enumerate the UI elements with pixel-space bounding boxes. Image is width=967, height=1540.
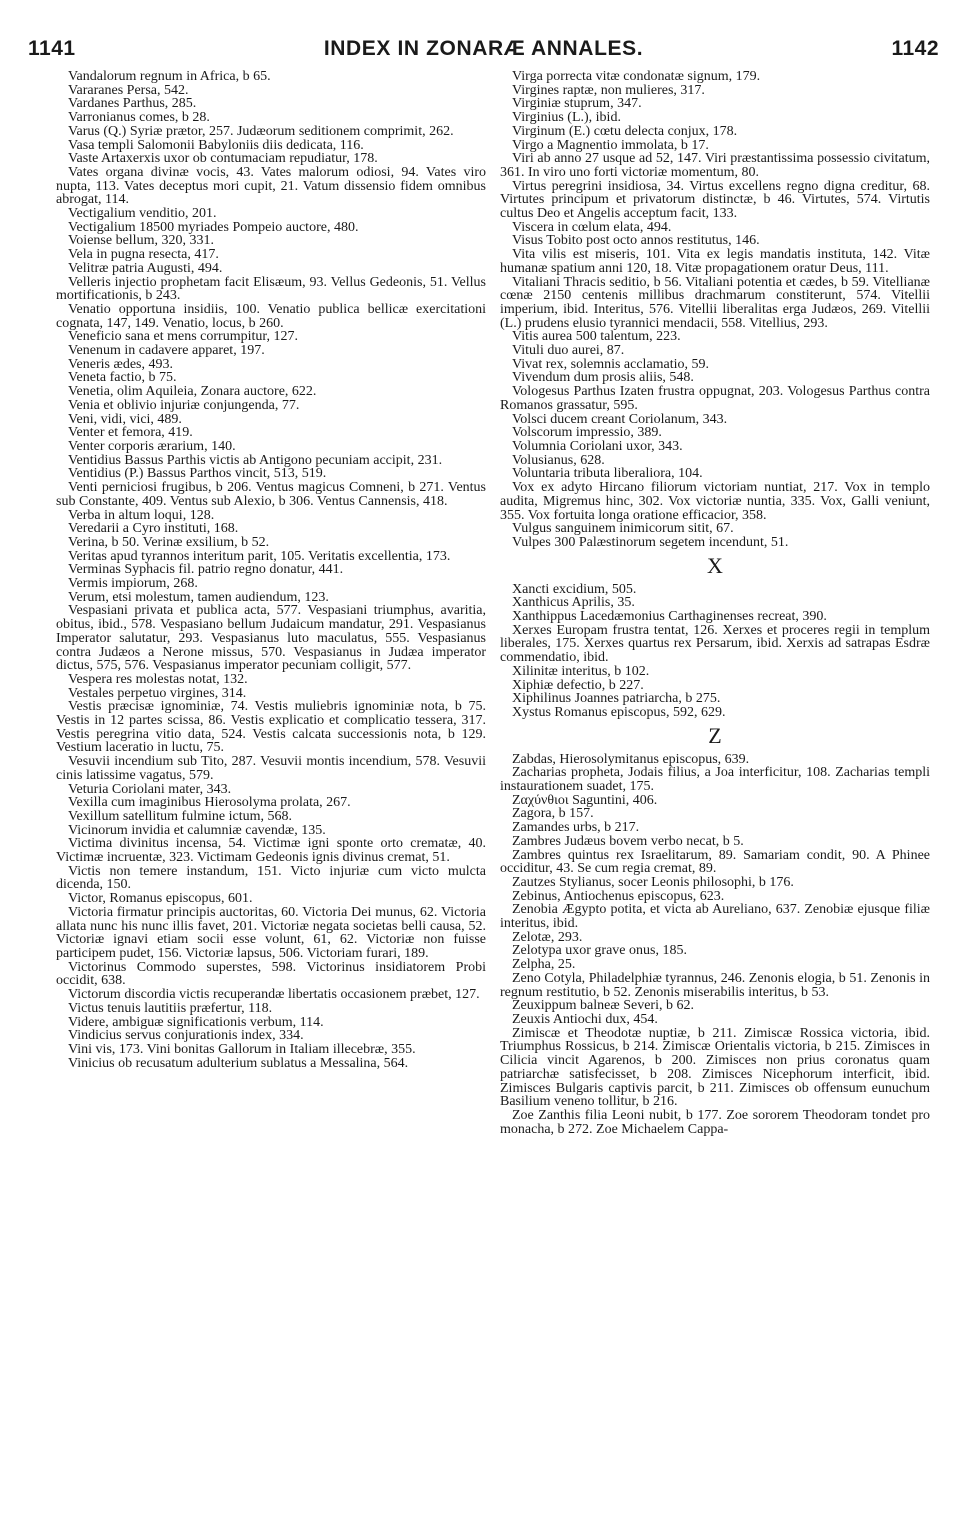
- index-entry: Vesuvii incendium sub Tito, 287. Vesuvii montis incendium, 578. Vesuvii cinis latissime vagatus, 579.: [56, 754, 486, 783]
- section-heading-x: X: [707, 552, 723, 578]
- index-entry: Velleris injectio prophetam facit Elisæum, 93. Vellus Gedeonis, 51. Vellus mortificationis, b 243.: [56, 274, 486, 304]
- index-entry: Varronianus comes, b 28.: [68, 110, 210, 126]
- index-entry: Venatio opportuna insidiis, 100. Venatio publica bellicæ exercitationi cognata, 147, 149. Venatio, locus, b 260.: [56, 301, 486, 331]
- index-entry: Zamandes urbs, b 217.: [512, 820, 640, 836]
- index-entry: Zelotæ, 293.: [512, 929, 583, 945]
- index-entry: Verina, b 50. Verinæ exsilium, b 52.: [68, 534, 270, 550]
- index-entry: Veneris ædes, 493.: [68, 356, 173, 372]
- index-entry: Vespera res molestas notat, 132.: [68, 671, 248, 687]
- index-entry: Vararanes Persa, 542.: [68, 82, 189, 98]
- index-entry: Volusianus, 628.: [512, 452, 605, 468]
- index-entry: Vermis impiorum, 268.: [68, 576, 198, 592]
- index-entry: Venetia, olim Aquileia, Zonara auctore, 622.: [68, 384, 317, 400]
- index-entry: Ζαχύνθιοι Saguntini, 406.: [512, 792, 658, 808]
- section-v-continued: [500, 70, 930, 550]
- index-entry: Virginiæ stuprum, 347.: [512, 96, 642, 112]
- index-entry: Voluntaria tributa liberaliora, 104.: [512, 466, 703, 482]
- index-entry: Zeuxippum balneæ Severi, b 62.: [512, 998, 694, 1014]
- index-entry: Xystus Romanus episcopus, 592, 629.: [512, 704, 726, 720]
- index-entry: Zacharias propheta, Jodais filius, a Joa interficitur, 108. Zacharias templi instaurationem suadet, 175.: [500, 765, 930, 795]
- index-entry: Vectigalium 18500 myriades Pompeio auctore, 480.: [68, 219, 359, 235]
- index-entry: Xiphiæ defectio, b 227.: [512, 677, 644, 693]
- index-entry: Zeno Cotyla, Philadelphiæ tyrannus, 246. Zenonis elogia, b 51. Zenonis in regnum restitutio, b 52. Zenonis miserabilis interitus, b 53.: [500, 970, 930, 1000]
- index-entry: Veritas apud tyrannos interitum parit, 105. Veritatis excellentia, 173.: [68, 548, 451, 564]
- index-entry: Zabdas, Hierosolymitanus episcopus, 639.: [512, 751, 750, 767]
- index-entry: Velitræ patria Augusti, 494.: [68, 260, 223, 276]
- index-entry: Vituli duo aurei, 87.: [512, 343, 625, 359]
- index-entry: Xancti excidium, 505.: [512, 581, 637, 597]
- index-entry: Zeuxis Antiochi dux, 454.: [512, 1012, 658, 1027]
- index-entry: Vicinorum invidia et calumniæ cavendæ, 135.: [68, 822, 326, 838]
- index-entry: Vitaliani Thracis seditio, b 56. Vitaliani potentia et cædes, b 59. Vitellianæ cœnæ 2150 centenis millibus drachmarum constiterunt, 574. Vitellii imperium, ibid. Interitus, 576. Vitellii liberalitas erga Judæos, 269. Vitellii (L.) prudens elusio tyrannici mendacii, 558. Vitellius, 293.: [500, 274, 930, 331]
- index-entry: Virtus peregrini insidiosa, 34. Virtus excellens regno digna creditur, 68. Virtutes principum et privatorum distinctæ, b 46. Virtutes, 574. Virtutis cultus Deo et Angelis acceptum facit, 133.: [500, 178, 930, 222]
- page-number-right: 1142: [891, 37, 939, 60]
- index-entry: Zagora, b 157.: [512, 806, 594, 822]
- index-entry: Vardanes Parthus, 285.: [68, 96, 197, 112]
- page-number-left: 1141: [28, 37, 76, 60]
- index-entry: Ventidius Bassus Parthis victis ab Antigono pecuniam accipit, 231.: [68, 452, 443, 468]
- index-entry: Xerxes Europam frustra tentat, 126. Xerxes et proceres regii in templum liberales, 175. Xerxes quartus rex Persarum, ibid. Xerxis ad satrapas Esdræ commendatio, ibid.: [500, 622, 930, 666]
- index-entry: Vivendum dum prosis aliis, 548.: [512, 370, 694, 386]
- index-entry: Victorinus Commodo superstes, 598. Victorinus insidiatorem Probi occidit, 638.: [56, 959, 486, 989]
- index-entry: Videre, ambiguæ significationis verbum, 114.: [68, 1014, 324, 1030]
- index-entry: Zebinus, Antiochenus episcopus, 623.: [512, 888, 725, 904]
- index-entry: Victoria firmatur principis auctoritas, 60. Victoria Dei munus, 62. Victoria allata nunc his nunc illis favet, 201. Victoriæ negata societas belli causa, 52. Victoriæ ignavi etiam socii esse volunt, 61, 62. Victoriæ non fuisse participem pudet, 156. Victoriæ lapsus, 506. Victoriam furari, 189.: [56, 904, 486, 961]
- index-entry: Virginius (L.), ibid.: [512, 110, 621, 126]
- index-entry: Vestales perpetuo virgines, 314.: [68, 685, 247, 701]
- index-entry: Venia et oblivio injuriæ conjungenda, 77.: [68, 397, 300, 413]
- index-entry: Zambres Judæus bovem verbo necat, b 5.: [512, 833, 744, 849]
- index-entry: Xanthicus Aprilis, 35.: [512, 595, 635, 611]
- page-title: INDEX IN ZONARÆ ANNALES.: [323, 37, 644, 60]
- index-entry: Verum, etsi molestum, tamen audiendum, 123.: [68, 589, 329, 605]
- index-entry: Venti perniciosi frugibus, b 206. Ventus magicus Comneni, b 271. Ventus sub Constante, 409. Ventus sub Alexio, b 306. Ventus Cannensis, 418.: [56, 480, 486, 509]
- index-entry: Xilinitæ interitus, b 102.: [512, 663, 650, 679]
- page-header: [28, 36, 939, 62]
- index-entry: Virginum (E.) cœtu delecta conjux, 178.: [512, 123, 738, 139]
- index-entry: Vulpes 300 Palæstinorum segetem incendunt, 51.: [512, 534, 789, 550]
- index-entry: Victorum discordia victis recuperandæ libertatis occasionem præbet, 127.: [68, 987, 480, 1003]
- index-entry: Vexilla cum imaginibus Hierosolyma prolata, 267.: [68, 795, 351, 811]
- index-entry: Vita vilis est miseris, 101. Vita ex legis mandatis instituta, 142. Vitæ humanæ spatium anni 120, 18. Vitæ propagationem oratur Deus, 111.: [500, 247, 930, 276]
- index-entry: Vox ex adyto Hircano filiorum victoriam nuntiat, 217. Vox in templo audita, Migremus hinc, 302. Vox victoriæ nuntia, 335. Vox, Galli veniunt, 355. Vox fortuita longa oratione efficacior, 358.: [500, 480, 930, 523]
- index-entry: Zelotypa uxor grave onus, 185.: [512, 943, 687, 959]
- section-x: [500, 583, 930, 720]
- index-entry: Verminas Syphacis fil. patrio regno donatur, 441.: [68, 562, 344, 578]
- index-entry: Vandalorum regnum in Africa, b 65.: [68, 69, 271, 84]
- index-entry: Veredarii a Cyro instituti, 168.: [68, 521, 239, 537]
- index-entry: Vates organa divinæ vocis, 43. Vates malorum odiosi, 94. Vates viro nupta, 113. Vates deceptus mori cupit, 21. Vatum dissensio fidem omnibus abrogat, 114.: [56, 164, 486, 208]
- section-z: [500, 753, 930, 1137]
- index-column-left: [56, 70, 486, 1070]
- index-entry: Victima divinitus incensa, 54. Victimæ igni sponte orto crematæ, 40. Victimæ incruentæ, 323. Victimam Gedeonis ignis divinus cremat, 51.: [56, 836, 486, 866]
- index-entry: Xiphilinus Joannes patriarcha, b 275.: [512, 691, 721, 707]
- index-entry: Venter et femora, 419.: [68, 425, 193, 441]
- index-entry: Virga porrecta vitæ condonatæ signum, 179.: [512, 69, 761, 84]
- index-entry: Victis non temere instandum, 151. Victo injuriæ cum victo mulcta dicenda, 150.: [56, 863, 486, 893]
- index-entry: Vindicius servus conjurationis index, 334.: [68, 1028, 304, 1044]
- index-entry: Vulgus sanguinem inimicorum sitit, 67.: [512, 521, 734, 537]
- index-entry: Veni, vidi, vici, 489.: [68, 411, 182, 427]
- index-entry: Vivat rex, solemnis acclamatio, 59.: [512, 356, 710, 372]
- index-entry: Vasa templi Salomonii Babyloniis diis dedicata, 116.: [68, 137, 364, 153]
- index-entry: Viscera in cœlum elata, 494.: [512, 219, 672, 235]
- index-entry: Voiense bellum, 320, 331.: [68, 233, 214, 249]
- index-entry: Veturia Coriolani mater, 343.: [68, 781, 232, 797]
- index-entry: Verba in altum loqui, 128.: [68, 507, 215, 523]
- index-entry: Victus tenuis lautitiis præfertur, 118.: [68, 1000, 273, 1016]
- index-entry: Virgo a Magnentio immolata, b 17.: [512, 137, 709, 153]
- index-entry: Vela in pugna resecta, 417.: [68, 247, 219, 263]
- index-entry: Zimiscæ et Theodotæ nuptiæ, b 211. Zimiscæ Rossica victoria, ibid. Triumphus Rossicus, b 214. Zimiscæ Orientalis victoria, b 215. Zimisces in Cilicia vincit Agarenos, b 200. Zimisces non prius coronatus quam patriarchæ satisfecisset, b 208. Zimisces Nicephorum interficit, ibid. Zimisces Bulgaris captivis parcit, b 211. Zimisces ob offensum eunuchum Basilium veneno tollitur, b 216.: [500, 1025, 930, 1110]
- index-entry: Vologesus Parthus Izaten frustra oppugnat, 203. Vologesus Parthus contra Romanos grassatur, 595.: [500, 384, 930, 413]
- index-entry: Vectigalium venditio, 201.: [68, 206, 217, 222]
- section-heading-z: Z: [708, 722, 722, 748]
- index-entry: Vitis aurea 500 talentum, 223.: [512, 329, 681, 345]
- index-entry: Zautzes Stylianus, socer Leonis philosophi, b 176.: [512, 874, 794, 890]
- index-entry: Varus (Q.) Syriæ prætor, 257. Judæorum seditionem comprimit, 262.: [68, 123, 454, 139]
- index-entry: Zelpha, 25.: [512, 957, 576, 973]
- index-entry: Victor, Romanus episcopus, 601.: [68, 891, 253, 907]
- index-entry: Vaste Artaxerxis uxor ob contumaciam repudiatur, 178.: [68, 151, 378, 167]
- index-entry: Ventidius (P.) Bassus Parthos vincit, 513, 519.: [68, 466, 327, 482]
- index-entry: Zoe Zanthis filia Leoni nubit, b 177. Zoe sororem Theodoram tondet pro monacha, b 272. Zoe Michaelem Cappa-: [500, 1107, 930, 1137]
- index-column-right: [500, 70, 930, 1136]
- index-entry: Zambres quintus rex Israelitarum, 89. Samariam condit, 90. A Phinee occiditur, 43. Se cum regia cremat, 89.: [500, 847, 930, 877]
- index-entry: Viri ab anno 27 usque ad 52, 147. Viri præstantissima possessio civitatum, 361. In viro uno forti victoriæ momentum, 80.: [500, 151, 930, 180]
- index-entry: Xanthippus Lacedæmonius Carthaginenses recreat, 390.: [512, 609, 827, 625]
- index-entry: Volumnia Coriolani uxor, 343.: [512, 438, 683, 454]
- index-entry: Vinicius ob recusatum adulterium sublatus a Messalina, 564.: [68, 1055, 409, 1071]
- index-entry: Veneficio sana et mens corrumpitur, 127.: [68, 329, 298, 345]
- index-entry: Vestis præcisæ ignominiæ, 74. Vestis muliebris ignominiæ nota, b 75. Vestis in 12 partes scissa, 86. Vestis explicatio et complicatio tessera, 317. Vestis peregrina vitio data, 524. Vestis calcata successionis nota, b 129. Vestium laceratio in luctu, 75.: [56, 699, 486, 756]
- index-entry: Vespasiani privata et publica acta, 577. Vespasiani triumphus, avaritia, obitus, ibid., 578. Vespasiano bellum Judaicum mandatur, 291. Vespasianus Imperator salutatur, 293. Vespasianus luto maculatus, 555. Vespasianus contra Judæos a Nerone missus, 570. Vespasianus in Judæa imperator dictus, 575, 576. Vespasianus imperator pecuniam colligit, 577.: [56, 603, 486, 674]
- index-entry: Veneta factio, b 75.: [68, 370, 177, 386]
- index-entry: Visus Tobito post octo annos restitutus, 146.: [512, 233, 760, 249]
- index-entry: Volsci ducem creant Coriolanum, 343.: [512, 411, 728, 427]
- index-entry: Volscorum impressio, 389.: [512, 425, 662, 441]
- index-entry: Zenobia Ægypto potita, et victa ab Aureliano, 637. Zenobiæ ejusque filiæ interitus, ibid.: [500, 902, 930, 932]
- index-entry: Vini vis, 173. Vini bonitas Gallorum in Italiam illecebræ, 355.: [68, 1041, 416, 1057]
- index-entry: Venenum in cadavere apparet, 197.: [68, 343, 265, 359]
- index-entry: Vexillum satellitum fulmine ictum, 568.: [68, 808, 292, 824]
- index-entry: Venter corporis ærarium, 140.: [68, 438, 236, 454]
- index-entry: Virgines raptæ, non mulieres, 317.: [512, 82, 705, 98]
